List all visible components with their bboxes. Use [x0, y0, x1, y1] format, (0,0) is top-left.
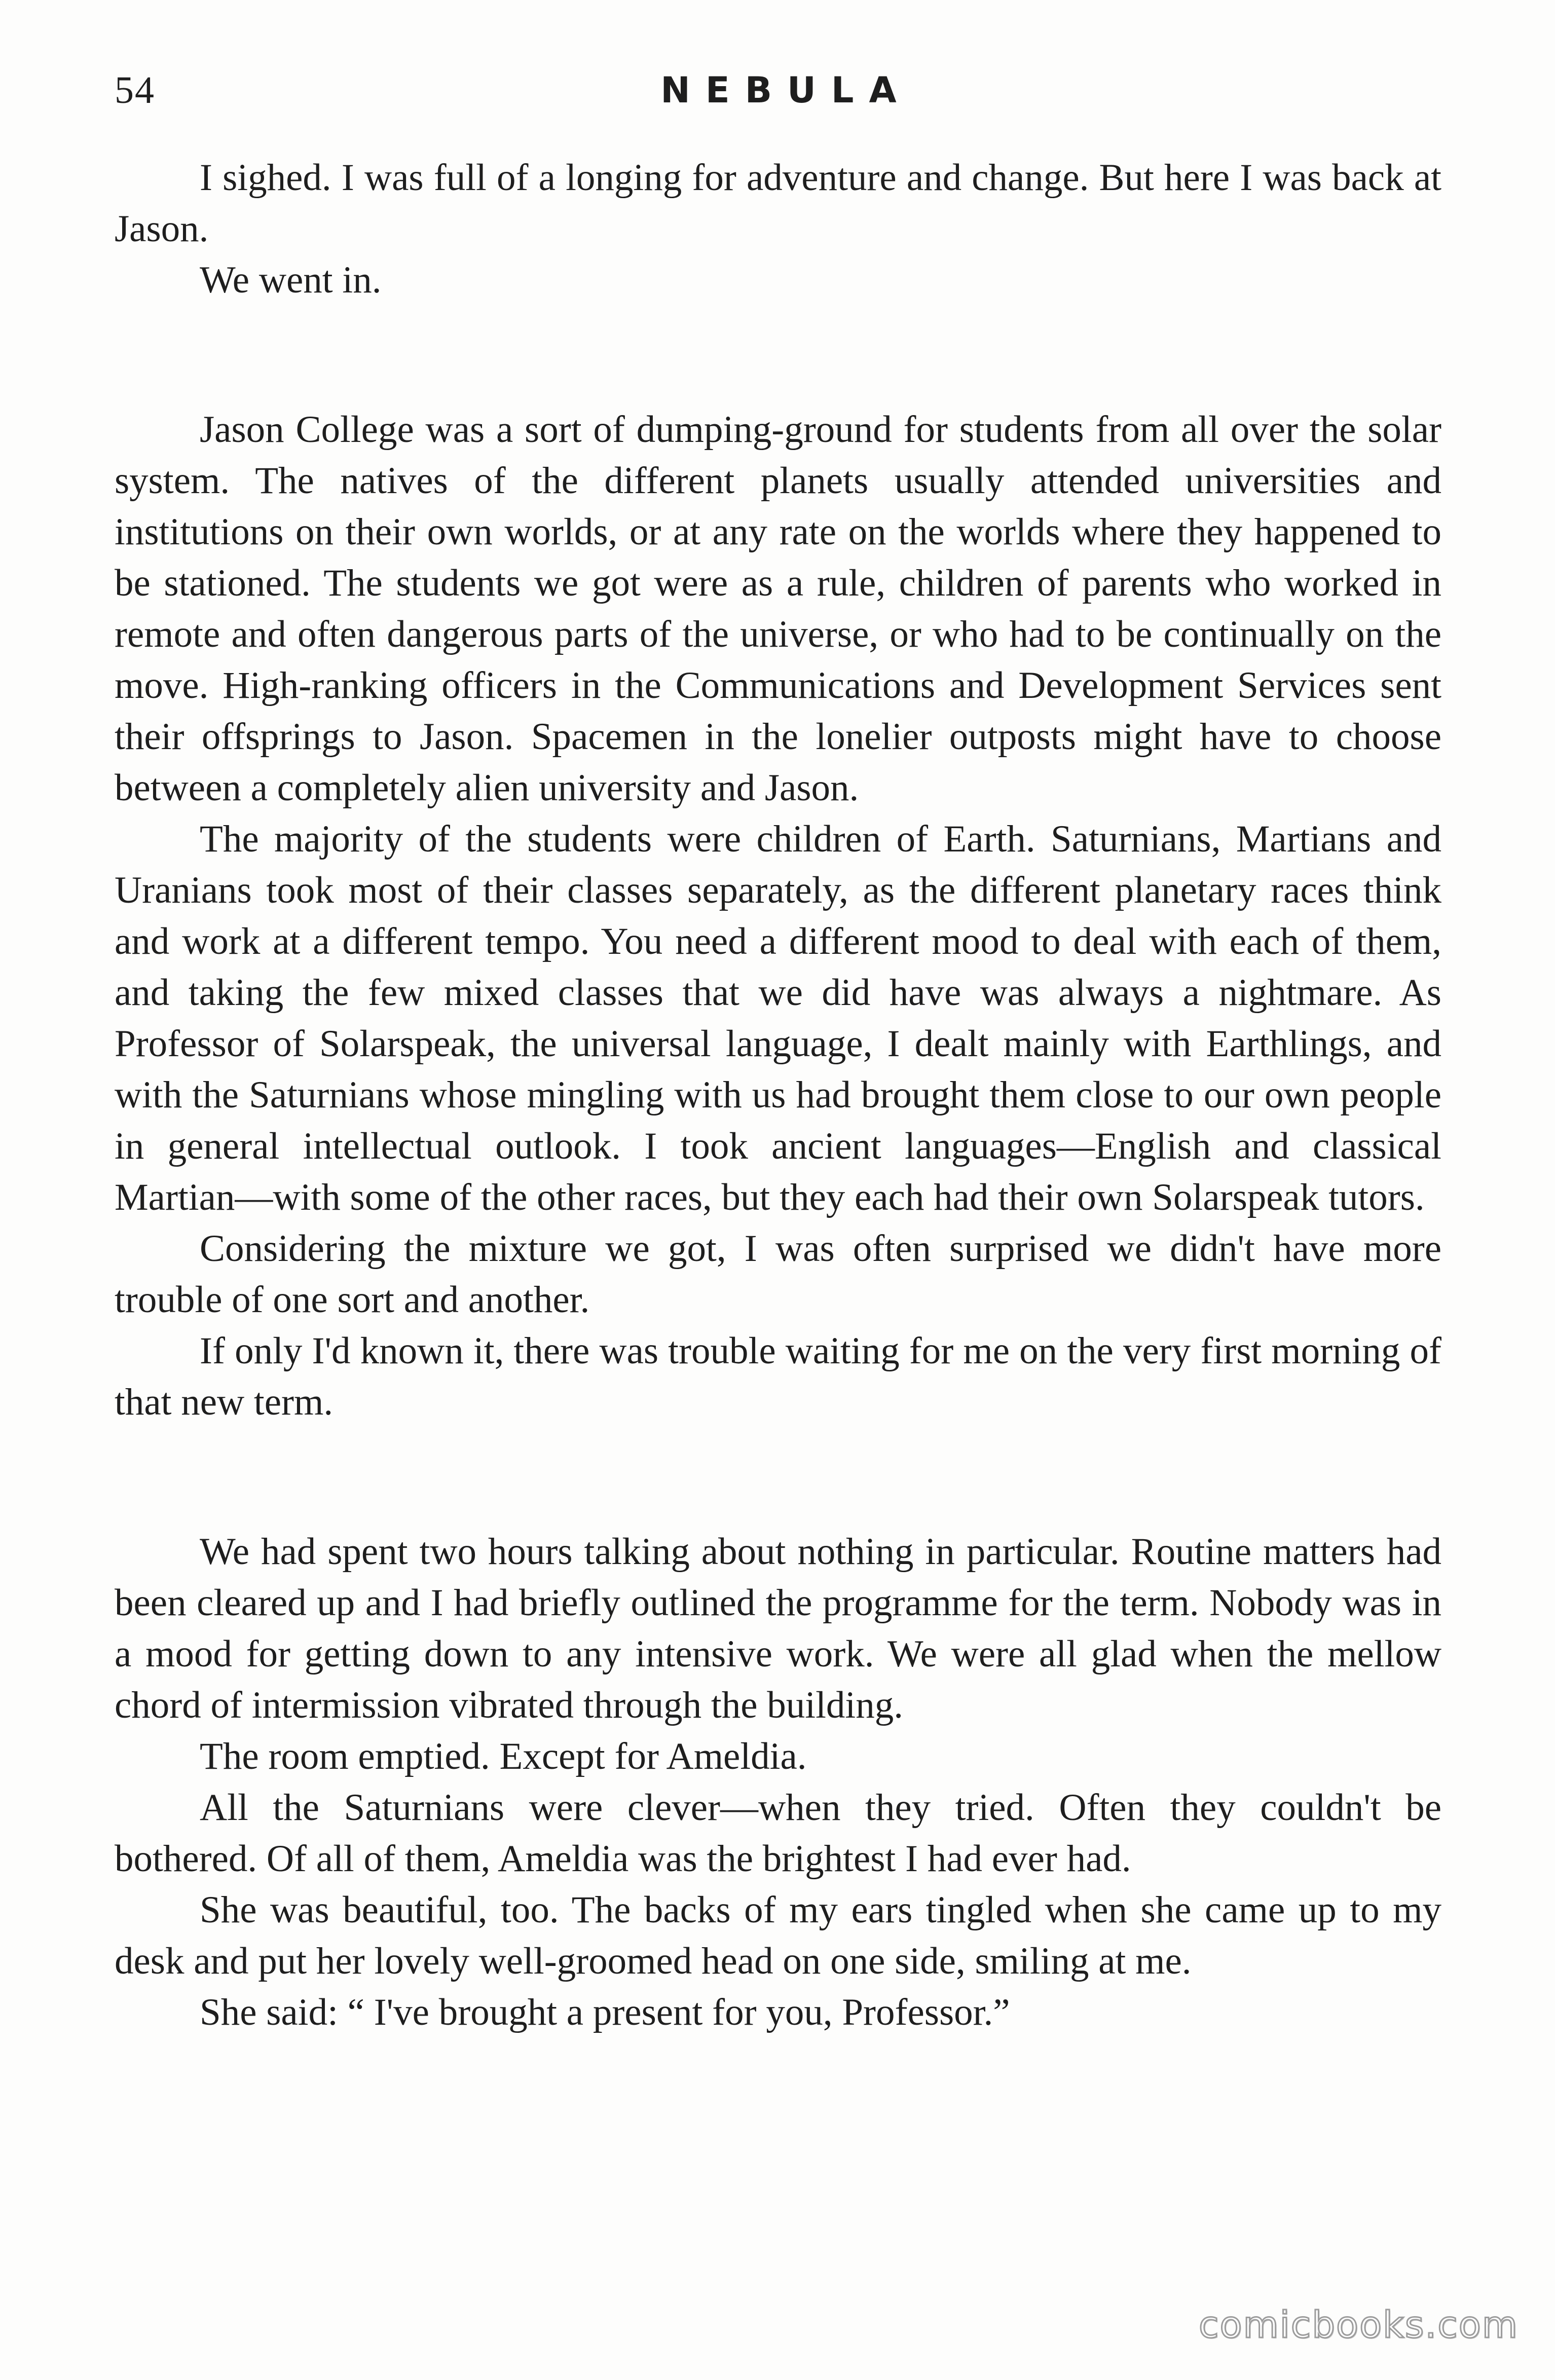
page-number: 54: [115, 69, 155, 111]
paragraph: Considering the mixture we got, I was often surprised we didn't have more trouble of one sort and another.: [115, 1228, 1441, 1321]
paragraph: She was beautiful, too. The backs of my ears tingled when she came up to my desk and put her lovely well-groomed head on one side, smiling at me.: [115, 1889, 1441, 1982]
paragraph: If only I'd known it, there was trouble waiting for me on the very first morning of that new term.: [115, 1330, 1441, 1423]
paragraph: Jason College was a sort of dumping-ground for students from all over the solar system. The natives of the different planets usually attended universities and institutions on their own worlds, or at any rate on the worlds where they happened to be stationed. The students we got were as a rule, children of parents who worked in remote and often dangerous parts of the universe, or who had to be continually on the move. High-ranking officers in the Communications and Development Services sent their offsprings to Jason. Spacemen in the lonelier outposts might have to choose between a completely alien university and Jason.: [115, 408, 1441, 809]
running-title: NEBULA: [660, 69, 912, 111]
body-text: [115, 152, 1441, 2038]
section-break: [115, 1428, 1441, 1526]
paragraph: All the Saturnians were clever—when they tried. Often they couldn't be bothered. Of all of them, Ameldia was the brightest I had ever had.: [115, 1787, 1441, 1880]
paragraph: We went in.: [200, 259, 382, 301]
paragraph: We had spent two hours talking about nothing in particular. Routine matters had been cleared up and I had briefly outlined the programme for the term. Nobody was in a mood for getting down to any intensive work. We were all glad when the mellow chord of intermission vibrated through the building.: [115, 1531, 1441, 1726]
page-header: [115, 65, 1442, 121]
paragraph: I sighed. I was full of a longing for adventure and change. But here I was back at Jason.: [115, 157, 1441, 250]
paragraph: The majority of the students were children of Earth. Saturnians, Martians and Uranians took most of their classes separately, as the different planetary races think and work at a different tempo. You need a different mood to deal with each of them, and taking the few mixed classes that we did have was always a nightmare. As Professor of Solarspeak, the universal language, I dealt mainly with Earthlings, and with the Saturnians whose mingling with us had brought them close to our own people in general intellectual outlook. I took ancient languages—English and classical Martian—with some of the other races, but they each had their own Solarspeak tutors.: [115, 818, 1441, 1218]
watermark: comicbooks.com: [1198, 2303, 1519, 2346]
paragraph: She said: “ I've brought a present for you, Professor.”: [200, 1991, 1010, 2033]
section-break: [115, 306, 1441, 404]
paragraph: The room emptied. Except for Ameldia.: [200, 1735, 807, 1777]
